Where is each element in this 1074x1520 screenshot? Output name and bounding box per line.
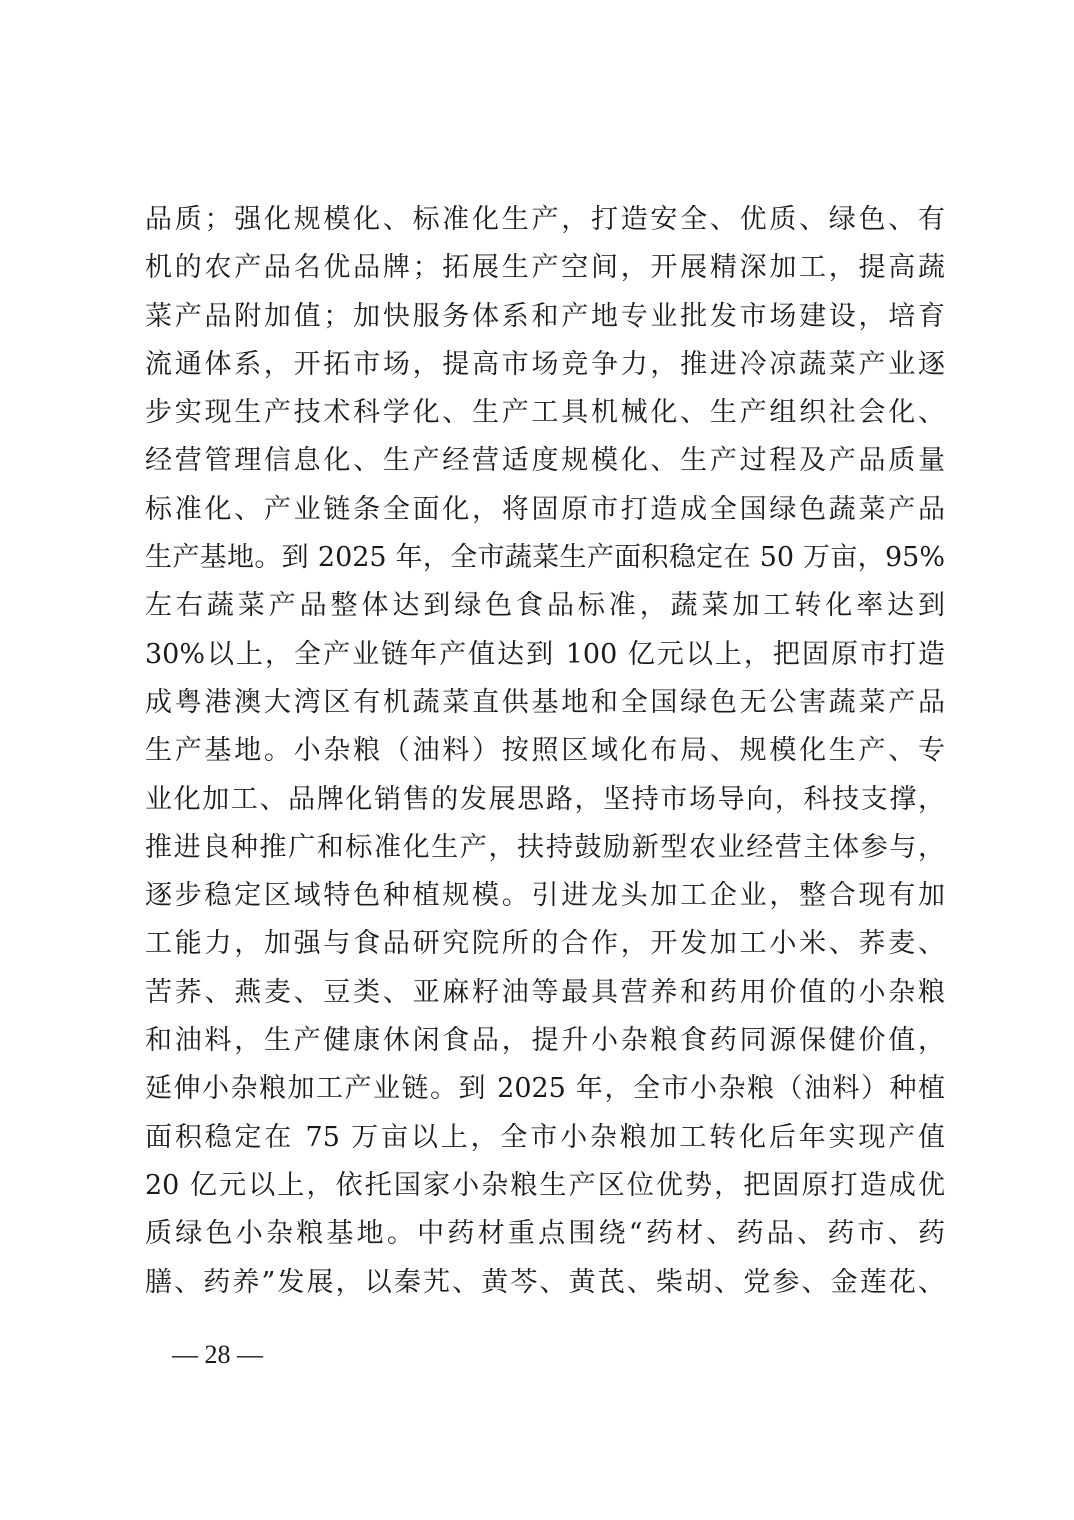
text-line: 步实现生产技术科学化、生产工具机械化、生产组织社会化、 (145, 397, 945, 429)
text-line: 生产基地。小杂粮（油料）按照区域化布局、规模化生产、专 (145, 735, 945, 767)
text-line: 延伸小杂粮加工产业链。到 2025 年，全市小杂粮（油料）种植 (145, 1073, 945, 1105)
text-line: 和油料，生产健康休闲食品，提升小杂粮食药同源保健价值， (145, 1025, 945, 1057)
text-line: 逐步稳定区域特色种植规模。引进龙头加工企业，整合现有加 (145, 880, 945, 912)
text-line: 菜产品附加值；加快服务体系和产地专业批发市场建设，培育 (145, 300, 945, 332)
text-line: 20 亿元以上，依托国家小杂粮生产区位优势，把固原打造成优 (145, 1169, 945, 1201)
text-line: 膳、药养”发展，以秦艽、黄芩、黄芪、柴胡、党参、金莲花、 (145, 1266, 945, 1298)
body-paragraph (145, 196, 945, 1307)
text-line: 流通体系，开拓市场，提高市场竞争力，推进冷凉蔬菜产业逐 (145, 348, 945, 380)
text-line: 经营管理信息化、生产经营适度规模化、生产过程及产品质量 (145, 445, 945, 477)
page-number: — 28 — (172, 1340, 263, 1369)
text-line: 面积稳定在 75 万亩以上，全市小杂粮加工转化后年实现产值 (145, 1121, 945, 1153)
text-line: 苦荞、燕麦、豆类、亚麻籽油等最具营养和药用价值的小杂粮 (145, 976, 945, 1008)
text-line: 标准化、产业链条全面化，将固原市打造成全国绿色蔬菜产品 (145, 493, 945, 525)
text-line: 推进良种推广和标准化生产，扶持鼓励新型农业经营主体参与， (145, 831, 945, 863)
text-line: 30%以上，全产业链年产值达到 100 亿元以上，把固原市打造 (145, 638, 945, 670)
text-line: 质绿色小杂粮基地。中药材重点围绕“药材、药品、药市、药 (145, 1218, 945, 1250)
text-line: 生产基地。到 2025 年，全市蔬菜生产面积稳定在 50 万亩，95% (145, 542, 945, 574)
text-line: 机的农产品名优品牌；拓展生产空间，开展精深加工，提高蔬 (145, 252, 945, 284)
text-line: 业化加工、品牌化销售的发展思路，坚持市场导向，科技支撑， (145, 783, 945, 815)
text-line: 成粤港澳大湾区有机蔬菜直供基地和全国绿色无公害蔬菜产品 (145, 686, 945, 718)
text-line: 工能力，加强与食品研究院所的合作，开发加工小米、荞麦、 (145, 928, 945, 960)
text-line: 品质；强化规模化、标准化生产，打造安全、优质、绿色、有 (145, 204, 945, 235)
text-line: 左右蔬菜产品整体达到绿色食品标准，蔬菜加工转化率达到 (145, 590, 945, 622)
